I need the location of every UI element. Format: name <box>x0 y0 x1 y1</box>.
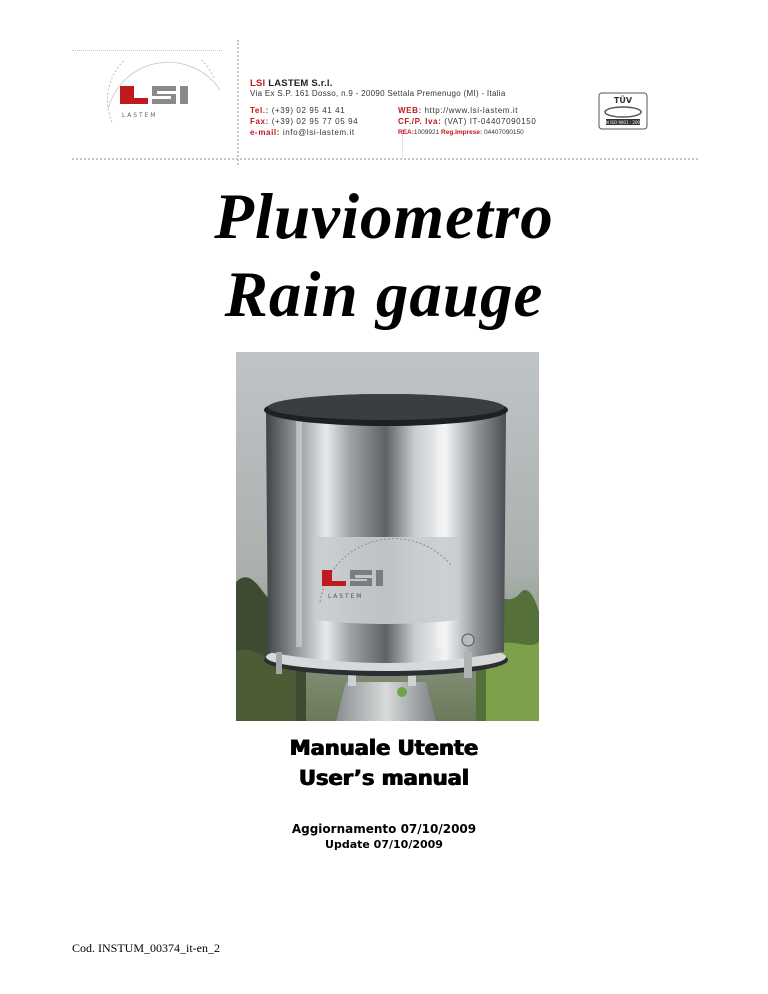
contact-block-right <box>398 105 536 138</box>
letterhead-vertical-rule <box>237 40 239 165</box>
svg-text:L A S T E M: L A S T E M <box>122 112 156 119</box>
svg-text:EN ISO 9001 : 2000: EN ISO 9001 : 2000 <box>603 120 643 125</box>
letterhead <box>72 40 698 165</box>
update-date-italian: Aggiornamento 07/10/2009 <box>291 822 477 836</box>
title-english: Rain gauge <box>224 259 544 331</box>
company-name: LSI LASTEM S.r.l. <box>250 78 333 89</box>
web-line: WEB: http://www.lsi-lastem.it <box>398 106 519 115</box>
tuv-certification-mark <box>598 92 648 130</box>
rea-line: REA:1009921 Reg.Imprese: 04407090150 <box>398 129 524 136</box>
email-line: e-mail: info@lsi-lastem.it <box>250 128 355 137</box>
update-date-english: Update 07/10/2009 <box>325 838 443 851</box>
tel-line: Tel.: (+39) 02 95 41 41 <box>250 106 346 115</box>
rain-gauge-photo <box>236 352 539 721</box>
svg-text:TÜV: TÜV <box>613 96 633 105</box>
manual-title-italian: Manuale Utente <box>289 736 479 760</box>
company-address: Via Ex S.P. 161 Dosso, n.9 - 20090 Settala Premenugo (MI) - Italia <box>250 89 506 98</box>
letterhead-top-rule <box>72 50 222 51</box>
manual-title-english: User’s manual <box>298 766 470 790</box>
lsi-lastem-logo <box>102 60 222 130</box>
contact-block-left <box>250 105 358 138</box>
svg-text:L A S T E M: L A S T E M <box>328 593 362 600</box>
fax-line: Fax: (+39) 02 95 77 05 94 <box>250 117 359 126</box>
letterhead-bottom-rule <box>72 158 698 160</box>
vat-line: CF./P. Iva: (VAT) IT-04407090150 <box>398 117 537 126</box>
document-code: Cod. INSTUM_00374_it-en_2 <box>72 941 220 955</box>
title-italian: Pluviometro <box>214 181 554 253</box>
